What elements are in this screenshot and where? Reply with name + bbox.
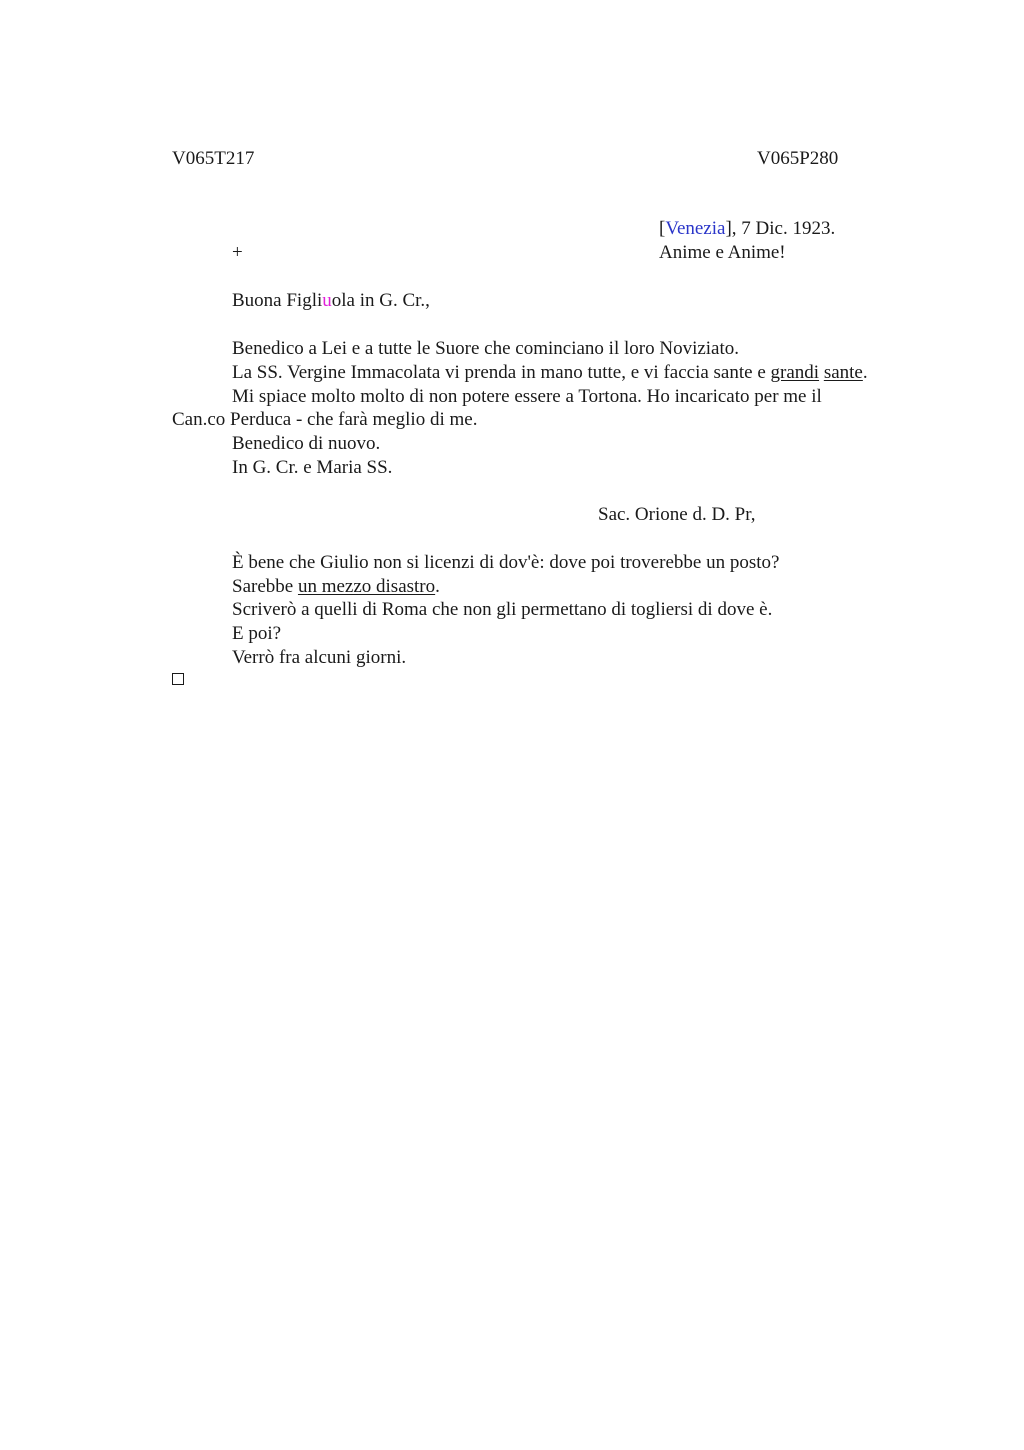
body-line-5: Benedico di nuovo. bbox=[232, 433, 381, 454]
postscript-line-1: È bene che Giulio non si licenzi di dov'è: dove poi troverebbe un posto? bbox=[232, 552, 780, 573]
bracket-open: [ bbox=[659, 218, 666, 239]
underlined-word-sante: sante bbox=[823, 362, 863, 383]
postscript-line-5: Verrò fra alcuni giorni. bbox=[232, 647, 407, 668]
body-line-3: Mi spiace molto molto di non potere essere a Tortona. Ho incaricato per me il bbox=[232, 386, 822, 407]
underlined-word-grandi: grandi bbox=[770, 362, 820, 383]
salutation bbox=[232, 289, 430, 313]
period: . bbox=[862, 362, 868, 383]
signature: Sac. Orione d. D. Pr, bbox=[598, 504, 756, 525]
document-code-right: V065P280 bbox=[757, 148, 839, 169]
body-line-2-text: La SS. Vergine Immacolata vi prenda in mano tutte, e vi faccia sante e bbox=[232, 362, 771, 383]
salutation-part2: ola in G. Cr., bbox=[331, 290, 430, 311]
postscript-line-4: E poi? bbox=[232, 623, 282, 644]
period: . bbox=[435, 576, 440, 597]
body-line-6: In G. Cr. e Maria SS. bbox=[232, 457, 393, 478]
cross-symbol: + bbox=[232, 242, 243, 263]
postscript-line-2 bbox=[232, 575, 440, 599]
place-date bbox=[659, 217, 835, 241]
body-line-1: Benedico a Lei e a tutte le Suore che cominciano il loro Noviziato. bbox=[232, 338, 740, 359]
postscript-line-3: Scriverò a quelli di Roma che non gli permettano di togliersi di dove è. bbox=[232, 599, 773, 620]
motto: Anime e Anime! bbox=[659, 242, 786, 263]
body-line-4: Can.co Perduca - che farà meglio di me. bbox=[172, 409, 478, 430]
date-text: ], 7 Dic. 1923. bbox=[725, 218, 836, 239]
end-box-icon bbox=[172, 673, 184, 685]
underlined-phrase: un mezzo disastro bbox=[297, 576, 436, 597]
salutation-highlight: u bbox=[322, 290, 332, 311]
document-code-left: V065T217 bbox=[172, 148, 255, 169]
postscript-line-2-text: Sarebbe bbox=[232, 576, 298, 597]
place-name: Venezia bbox=[665, 218, 726, 239]
body-line-2 bbox=[232, 361, 868, 385]
salutation-part1: Buona Figli bbox=[232, 290, 323, 311]
